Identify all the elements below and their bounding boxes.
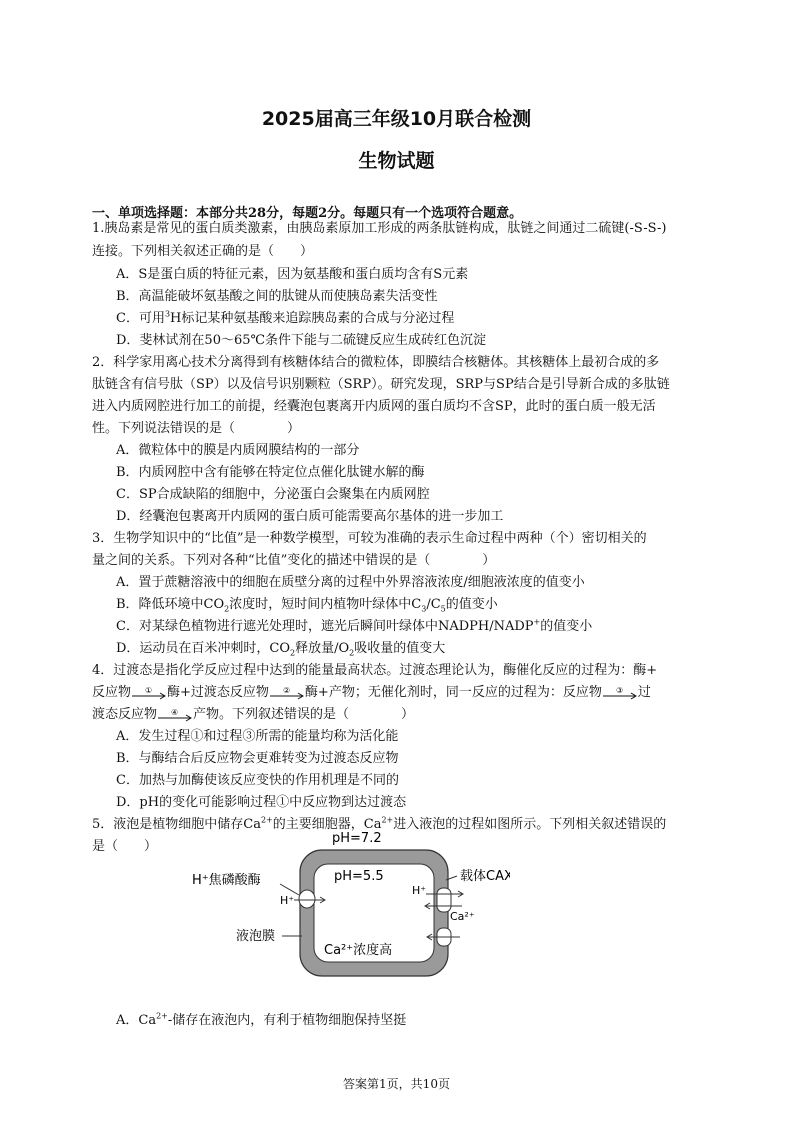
q5-stem-line2: 是（ ） — [92, 839, 158, 854]
ca-right-label: Ca²⁺ — [450, 910, 475, 923]
reaction-arrow-3 — [602, 686, 638, 700]
svg-text:③: ③ — [615, 685, 623, 695]
svg-text:④: ④ — [171, 707, 179, 717]
h-left-label: H⁺ — [280, 894, 295, 907]
q3-option-b: B．降低环境中$CO_2$浓度时，短时间内植物叶绿体中$C_3/C_5$的值变小 — [116, 597, 498, 614]
q2-option-a: A．微粒体中的膜是内质网膜结构的一部分 — [116, 443, 360, 458]
q2-stem-line1: 2．科学家用离心技术分离得到有核糖体结合的微粒体，即膜结合核糖体。其核糖体上最初合成的多 — [92, 355, 660, 370]
h-right-label: H⁺ — [412, 884, 427, 897]
q2-option-c: C．SP合成缺陷的细胞中，分泌蛋白会聚集在内质网腔 — [116, 487, 430, 502]
q3-option-d: D．运动员在百米冲刺时，$CO_2$释放量$/O_2$吸收量的值变大 — [116, 641, 446, 658]
q2-stem-line2: 肽链含有信号肽（SP）以及信号识别颗粒（SRP）。研究发现，SRP与SP结合是引导新合成的多肽链 — [92, 377, 670, 392]
q3-option-c: C．对某绿色植物进行遮光处理时，遮光后瞬间叶绿体中NADPH/NADP+的值变小 — [116, 617, 593, 634]
pump-label: H⁺焦磷酸酶 — [192, 873, 261, 888]
q1-option-b: B．高温能破坏氨基酸之间的肽键从而使胰岛素失活变性 — [116, 289, 438, 304]
q4-option-a: A．发生过程①和过程③所需的能量均称为活化能 — [116, 729, 399, 744]
q4-option-c: C．加热与加酶使该反应变快的作用机理是不同的 — [116, 773, 399, 788]
q4-option-b: B．与酶结合后反应物会更难转变为过渡态反应物 — [116, 751, 399, 766]
exam-subject: 生物试题 — [358, 150, 435, 172]
q2-option-b: B．内质网腔中含有能够在特定位点催化肽键水解的酶 — [116, 465, 425, 480]
q4-option-d: D．pH的变化可能影响过程①中反应物到达过渡态 — [116, 795, 407, 810]
carrier-label: 载体CAX — [460, 869, 510, 884]
q1-option-a: A．S是蛋白质的特征元素，因为氨基酸和蛋白质均含有S元素 — [116, 267, 469, 282]
reaction-arrow-2 — [269, 686, 305, 700]
q5-option-a: A．$Ca^{2+}-$储存在液泡内，有利于植物细胞保持坚挺 — [116, 1011, 407, 1028]
q3-option-a: A．置于蔗糖溶液中的细胞在质壁分离的过程中外界溶液浓度/细胞液浓度的值变小 — [116, 575, 585, 590]
membrane-label: 液泡膜 — [236, 929, 276, 944]
q2-stem-line3: 进入内质网腔进行加工的前提，经囊泡包裹离开内质网的蛋白质均不含SP，此时的蛋白质一般无活 — [92, 399, 656, 414]
svg-text:①: ① — [145, 685, 153, 695]
section-heading: 一、单项选择题：本部分共28分，每题2分。每题只有一个选项符合题意。 — [92, 206, 523, 221]
svg-text:②: ② — [282, 685, 291, 695]
reaction-arrow-1 — [131, 686, 167, 700]
q4-stem-line1: 4．过渡态是指化学反应过程中达到的能量最高状态。过渡态理论认为，酶催化反应的过程为：酶+ — [92, 663, 658, 678]
q5-stem-line1: 5．液泡是植物细胞中储存$Ca^{2+}$的主要细胞器，$Ca^{2+}$进入液泡的过程如图所示。下列相关叙述错误的 — [92, 815, 667, 832]
q1-stem-line1: 1.胰岛素是常见的蛋白质类激素，由胰岛素原加工形成的两条肽链构成，肽链之间通过二硫键(-S-S-) — [92, 221, 667, 236]
ph-outside-label: pH=7.2 — [332, 831, 382, 846]
q3-stem-line1: 3．生物学知识中的“比值”是一种数学模型，可较为准确的表示生命过程中两种（个）密切相关的 — [92, 531, 647, 546]
q1-option-c: C．可用$^3$H标记某种氨基酸来追踪胰岛素的合成与分泌过程 — [116, 309, 455, 326]
q1-option-d: D．斐林试剂在50～65℃条件下能与二硫键反应生成砖红色沉淀 — [116, 333, 487, 348]
page-footer: 答案第1页，共10页 — [343, 1077, 450, 1091]
vacuole-diagram — [190, 828, 510, 988]
q3-stem-line2: 量之间的关系。下列对各种“比值”变化的描述中错误的是（ ） — [92, 553, 496, 568]
q4-stem-line3: 渡态反应物 ④ 产物。下列叙述错误的是（ ） — [92, 707, 415, 722]
q4-stem-line2: 反应物 ① 酶+过渡态反应物 ② 酶+产物；无催化剂时，同一反应的过程为：反应物 ③ 过 — [92, 685, 651, 700]
carrier-protein-shape — [437, 888, 451, 912]
reaction-arrow-4 — [157, 708, 193, 722]
pump-protein-shape — [299, 890, 315, 908]
ph-inside-label: pH=5.5 — [334, 869, 384, 884]
q2-option-d: D．经囊泡包裹离开内质网的蛋白质可能需要高尔基体的进一步加工 — [116, 509, 504, 524]
exam-title: 2025届高三年级10月联合检测 — [261, 108, 532, 130]
ca-high-label: Ca²⁺浓度高 — [324, 943, 393, 958]
q2-stem-line4: 性。下列说法错误的是（ ） — [92, 421, 301, 436]
q1-stem-line2: 连接。下列相关叙述正确的是（ ） — [92, 244, 314, 259]
